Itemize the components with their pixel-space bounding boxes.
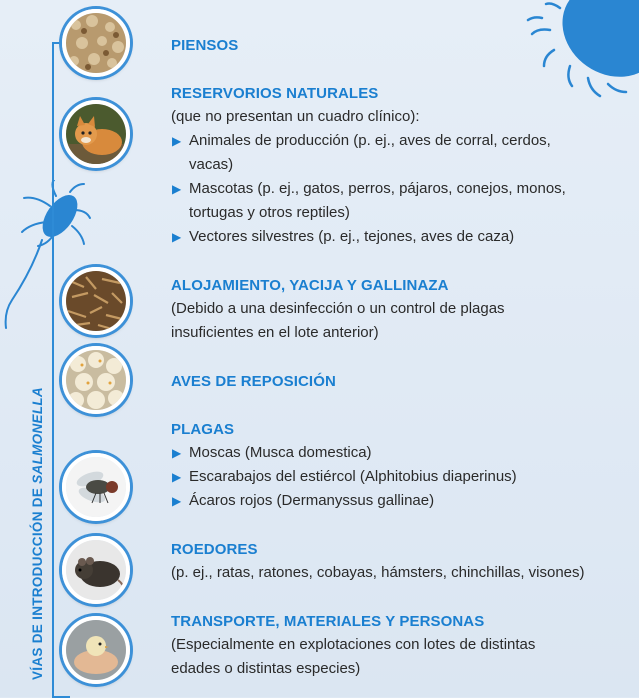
section-body: (Especialmente en explotaciones con lotes de distintas edades o distintas especies) <box>171 636 536 677</box>
list-item: ▶ Vectores silvestres (p. ej., tejones, aves de caza) <box>171 225 631 249</box>
list-item: ▶ Escarabajos del estiércol (Alphitobius diaperinus) <box>171 465 631 489</box>
section-body: (p. ej., ratas, ratones, cobayas, hámsters, chinchillas, visones) <box>171 564 585 581</box>
list-item: ▶ Mascotas (p. ej., gatos, perros, pájaros, conejos, monos, tortugas y otros reptiles) <box>171 177 631 225</box>
section-alojamiento <box>171 275 631 345</box>
section-plagas <box>171 419 631 513</box>
section-heading: AVES DE REPOSICIÓN <box>171 373 336 390</box>
section-reservorios-naturales <box>171 83 631 249</box>
vertical-title-prefix: VÍAS DE INTRODUCCIÓN DE <box>30 483 45 680</box>
section-roedores <box>171 539 631 585</box>
list-item: ▶ Ácaros rojos (Dermanyssus gallinae) <box>171 489 631 513</box>
chicks-photo <box>62 346 130 414</box>
section-transporte <box>171 611 631 681</box>
section-heading: TRANSPORTE, MATERIALES Y PERSONAS <box>171 613 485 630</box>
section-heading: ROEDORES <box>171 541 258 558</box>
section-aves-reposicion <box>171 371 631 393</box>
chevron-right-icon: ▶ <box>172 230 182 244</box>
litter-photo <box>62 267 130 335</box>
list-item: ▶ Moscas (Musca domestica) <box>171 441 631 465</box>
section-intro: (que no presentan un cuadro clínico): <box>171 108 420 125</box>
chevron-right-icon: ▶ <box>172 446 182 460</box>
section-heading: ALOJAMIENTO, YACIJA Y GALLINAZA <box>171 277 449 294</box>
fly-photo <box>62 453 130 521</box>
section-piensos <box>171 35 631 57</box>
feed-pellets-photo <box>62 9 130 77</box>
rat-photo <box>62 536 130 604</box>
vertical-title <box>30 387 45 680</box>
cat-photo <box>62 100 130 168</box>
chevron-right-icon: ▶ <box>172 182 182 196</box>
chevron-right-icon: ▶ <box>172 494 182 508</box>
section-heading: PIENSOS <box>171 37 239 54</box>
list-item: ▶ Animales de producción (p. ej., aves de corral, cerdos, vacas) <box>171 129 631 177</box>
vertical-title-emphasis: SALMONELLA <box>30 387 45 484</box>
section-heading: RESERVORIOS NATURALES <box>171 85 379 102</box>
hands-chick-photo <box>62 616 130 684</box>
section-body: (Debido a una desinfección o un control de plagas insuficientes en el lote anterior) <box>171 300 505 341</box>
chevron-right-icon: ▶ <box>172 470 182 484</box>
section-heading: PLAGAS <box>171 421 235 438</box>
chevron-right-icon: ▶ <box>172 134 182 148</box>
